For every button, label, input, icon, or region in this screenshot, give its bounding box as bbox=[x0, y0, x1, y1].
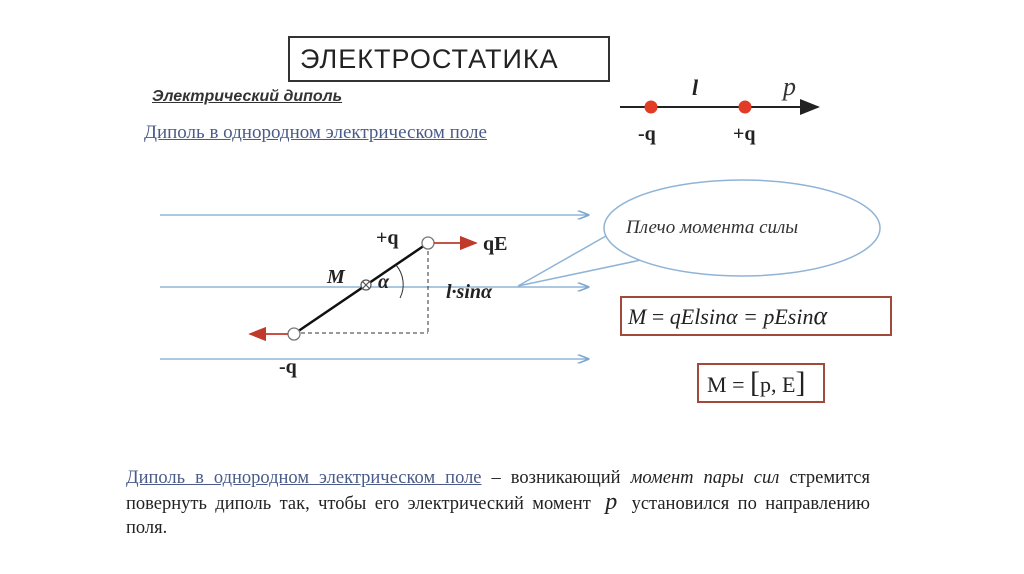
topic-heading: Диполь в однородном электрическом поле bbox=[144, 122, 487, 143]
paragraph-part1: – возникающий bbox=[481, 468, 631, 488]
torque-formula bbox=[620, 296, 892, 336]
top-pos-charge bbox=[739, 101, 752, 114]
paragraph-p-var: p bbox=[605, 489, 618, 515]
moment-point-label: M bbox=[327, 266, 345, 288]
top-length-label: l bbox=[692, 75, 699, 100]
pos-charge-icon bbox=[422, 237, 434, 249]
paragraph-italic: момент пары сил bbox=[630, 468, 780, 488]
formula1-body: qElsinα = pEsin bbox=[669, 304, 814, 329]
top-neg-charge bbox=[645, 101, 658, 114]
arm-label: l·sinα bbox=[446, 281, 493, 303]
neg-charge-label: -q bbox=[279, 356, 297, 378]
explanation-paragraph bbox=[126, 466, 870, 540]
page-title: ЭЛЕКТРОСТАТИКА bbox=[288, 36, 610, 82]
cross-product-formula: M = [p, E] bbox=[697, 363, 825, 403]
paragraph-part2: стремится повернуть диполь так, чтобы его электрический момент bbox=[126, 468, 870, 514]
callout-text: Плечо момента силы bbox=[626, 217, 799, 238]
angle-arc bbox=[396, 265, 403, 298]
callout-bubble bbox=[518, 180, 880, 286]
formula1-eq: = bbox=[646, 304, 670, 329]
neg-charge-icon bbox=[288, 328, 300, 340]
field-dipole bbox=[250, 227, 507, 378]
formula2-comma: , bbox=[770, 372, 782, 397]
formula2-lhs: M bbox=[707, 372, 727, 397]
top-pos-label: +q bbox=[733, 123, 756, 145]
formula1-lhs: M bbox=[628, 304, 647, 329]
formula2-p: p bbox=[759, 372, 771, 397]
top-dipole bbox=[620, 72, 818, 145]
paragraph-link[interactable]: Диполь в однородном электрическом поле bbox=[126, 468, 482, 488]
formula2-e: E bbox=[781, 372, 796, 397]
pivot-icon bbox=[361, 280, 371, 290]
angle-label: α bbox=[378, 271, 390, 293]
pos-charge-label: +q bbox=[376, 227, 399, 249]
top-neg-label: -q bbox=[638, 123, 656, 145]
dipole-rod bbox=[294, 243, 428, 334]
formula2-eq: = bbox=[726, 372, 750, 397]
force-label: qE bbox=[483, 233, 508, 255]
field-lines bbox=[160, 215, 588, 359]
subtitle: Электрический диполь bbox=[152, 88, 343, 105]
formula1-alpha: α bbox=[813, 301, 828, 330]
paragraph-part3: установился по направлению поля. bbox=[126, 494, 870, 538]
top-moment-label: p bbox=[783, 72, 796, 101]
